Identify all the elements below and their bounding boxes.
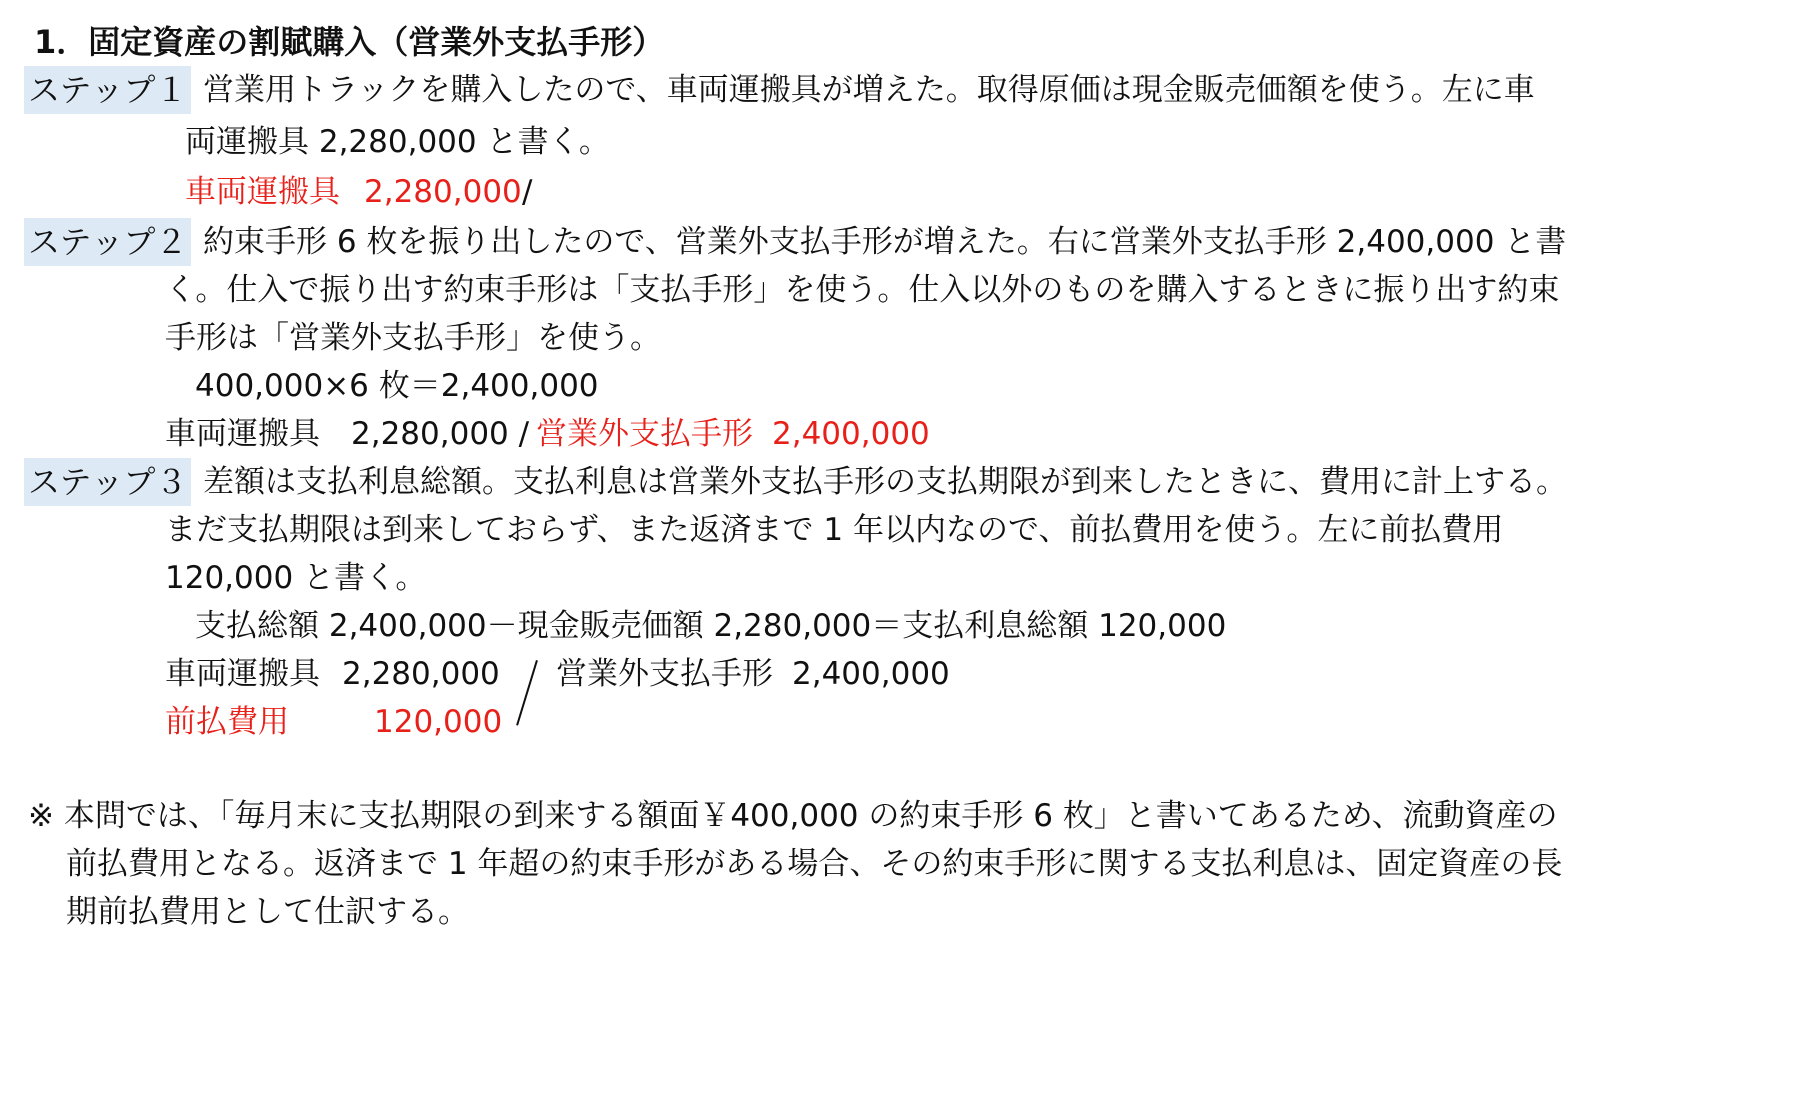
step2-line3: 手形は「営業外支払手形」を使う。 [165,320,661,356]
step2-calc: 400,000×6 枚＝2,400,000 [195,368,599,404]
note-line2: 前払費用となる。返済まで 1 年超の約束手形がある場合、その約束手形に関する支払利息は、固定資産の長 [66,846,1563,882]
note-line3: 期前払費用として仕訳する。 [66,894,469,930]
step3-credit-amount: 2,400,000 [792,656,950,692]
journal-slash [516,660,538,726]
step3-debit2-amount: 120,000 [374,704,503,740]
step3-line3: 120,000 と書く。 [165,560,427,596]
step1-entry-amount: 2,280,000 [364,174,522,210]
step1-line2: 両運搬具 2,280,000 と書く。 [185,124,610,160]
step3-line2: まだ支払期限は到来しておらず、また返済まで 1 年以内なので、前払費用を使う。左に前払費用 [165,512,1504,548]
step3-debit2-account: 前払費用 [165,704,289,740]
step3-badge: ステップ３ [24,458,191,506]
step1-line1: 営業用トラックを購入したので、車両運搬具が増えた。取得原価は現金販売価額を使う。左に車 [203,72,1535,108]
step3-credit-account: 営業外支払手形 [556,656,773,692]
step1-entry-account: 車両運搬具 [185,174,340,210]
step3-calc: 支払総額 2,400,000－現金販売価額 2,280,000＝支払利息総額 120,000 [195,608,1227,644]
step2-line1: 約束手形 6 枚を振り出したので、営業外支払手形が増えた。右に営業外支払手形 2,400,000 と書 [203,224,1567,260]
step2-entry-credit-amount: 2,400,000 [772,416,930,452]
step1-badge: ステップ１ [24,66,191,114]
step2-line2: く。仕入で振り出す約束手形は「支払手形」を使う。仕入以外のものを購入するときに振り出す約束 [165,272,1560,308]
note-line1: ※ 本問では、「毎月末に支払期限の到来する額面￥400,000 の約束手形 6 枚」と書いてあるため、流動資産の [28,798,1558,834]
step2-badge: ステップ２ [24,218,191,266]
step1-entry-slash: / [522,174,533,210]
step3-debit1-account: 車両運搬具 [165,656,320,692]
section-title: 1．固定資産の割賦購入（営業外支払手形） [34,23,665,61]
step2-entry-debit: 車両運搬具 2,280,000 / [165,416,530,452]
step2-entry-credit-account: 営業外支払手形 [536,416,753,452]
step3-line1: 差額は支払利息総額。支払利息は営業外支払手形の支払期限が到来したときに、費用に計上する。 [203,464,1567,500]
step3-debit1-amount: 2,280,000 [342,656,500,692]
